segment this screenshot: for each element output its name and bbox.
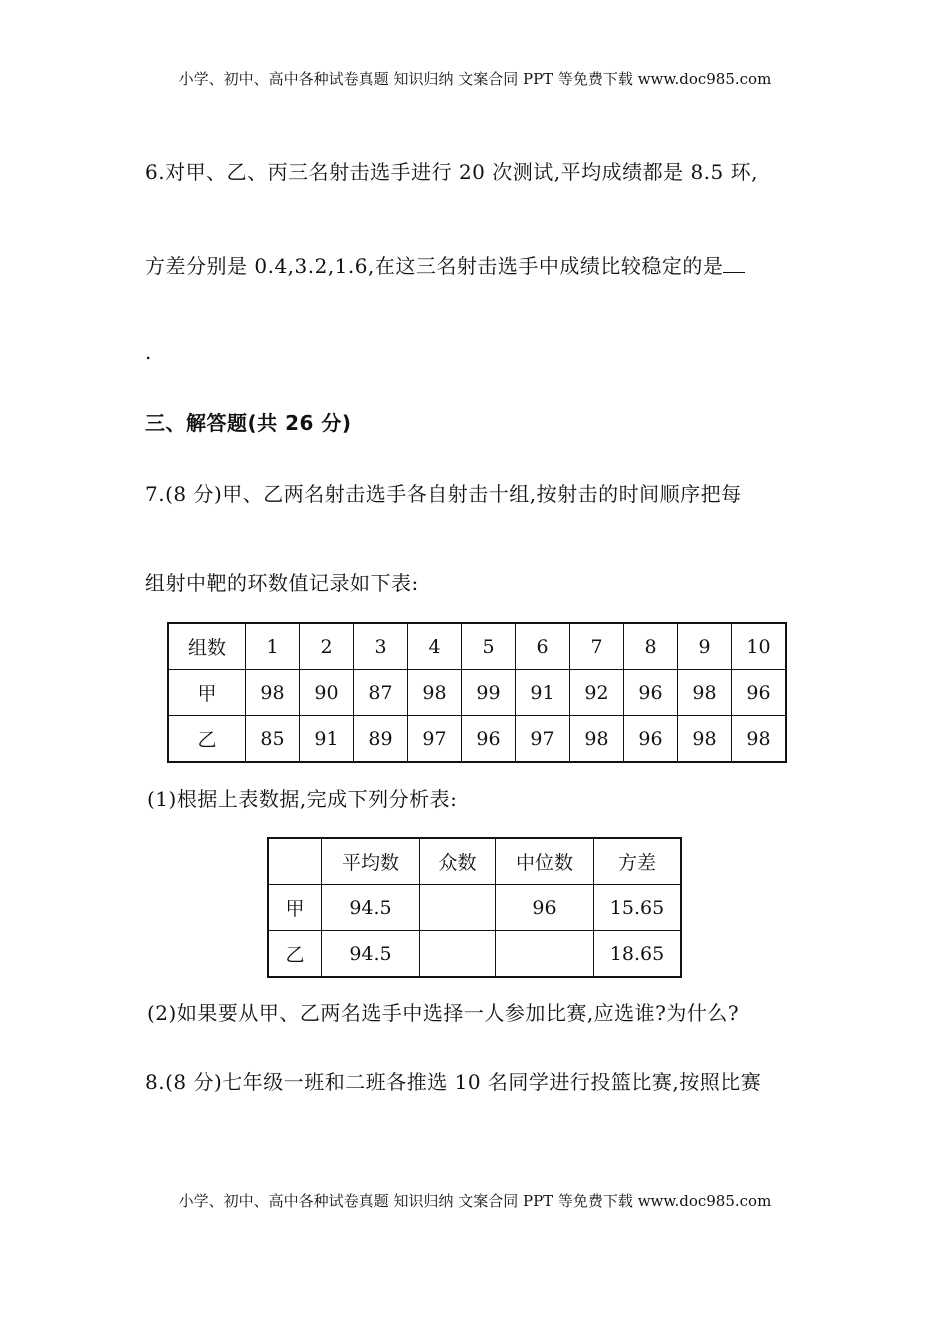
page-header: 小学、初中、高中各种试卷真题 知识归纳 文案合同 PPT 等免费下载 www.doc985.com: [178, 70, 772, 88]
table-cell: 98: [678, 670, 732, 716]
page-footer: 小学、初中、高中各种试卷真题 知识归纳 文案合同 PPT 等免费下载 www.doc985.com: [178, 1192, 772, 1210]
table-cell: [496, 931, 594, 978]
q6-line2-text: 方差分别是 0.4,3.2,1.6,在这三名射击选手中成绩比较稳定的是: [145, 254, 724, 278]
scores-table: [167, 622, 787, 763]
table-cell: 18.65: [594, 931, 682, 978]
table-header-cell: 组数: [168, 623, 246, 670]
table-header-cell: 5: [462, 623, 516, 670]
table-row: [168, 716, 786, 763]
table-cell: 96: [624, 670, 678, 716]
table-cell: 98: [246, 670, 300, 716]
table-row: [268, 931, 681, 978]
table-header-cell: 9: [678, 623, 732, 670]
table-header-cell: 4: [408, 623, 462, 670]
row-label: 乙: [268, 931, 322, 978]
table-cell: 98: [408, 670, 462, 716]
table-header-cell: 众数: [420, 838, 496, 885]
table-cell: 97: [516, 716, 570, 763]
table-header-cell: 3: [354, 623, 408, 670]
table-cell: 90: [300, 670, 354, 716]
q7-part1: (1)根据上表数据,完成下列分析表:: [147, 787, 458, 811]
table-header-cell: 8: [624, 623, 678, 670]
table-header-cell: 10: [732, 623, 787, 670]
table-row: [168, 623, 786, 670]
table-cell: [420, 885, 496, 931]
table-header-cell: 6: [516, 623, 570, 670]
answer-blank: [723, 254, 745, 273]
table-header-cell: 中位数: [496, 838, 594, 885]
table-cell: 94.5: [322, 931, 420, 978]
table-cell: [420, 931, 496, 978]
row-label: 乙: [168, 716, 246, 763]
table-header-cell: [268, 838, 322, 885]
table-cell: 98: [570, 716, 624, 763]
table-cell: 99: [462, 670, 516, 716]
table-cell: 97: [408, 716, 462, 763]
table-cell: 98: [678, 716, 732, 763]
table-cell: 87: [354, 670, 408, 716]
table-cell: 85: [246, 716, 300, 763]
row-label: 甲: [268, 885, 322, 931]
table-cell: 96: [732, 670, 787, 716]
table-header-cell: 1: [246, 623, 300, 670]
table-cell: 91: [300, 716, 354, 763]
table-cell: 91: [516, 670, 570, 716]
table-cell: 15.65: [594, 885, 682, 931]
section-title: 三、解答题(共 26 分): [145, 411, 352, 435]
table-header-cell: 7: [570, 623, 624, 670]
row-label: 甲: [168, 670, 246, 716]
table-cell: 92: [570, 670, 624, 716]
table-cell: 98: [732, 716, 787, 763]
table-cell: 94.5: [322, 885, 420, 931]
table-cell: 89: [354, 716, 408, 763]
table-row: [168, 670, 786, 716]
q8-line1: 8.(8 分)七年级一班和二班各推选 10 名同学进行投篮比赛,按照比赛: [145, 1070, 762, 1094]
table-header-cell: 方差: [594, 838, 682, 885]
q7-line2: 组射中靶的环数值记录如下表:: [145, 571, 419, 595]
table-cell: 96: [624, 716, 678, 763]
table-header-cell: 平均数: [322, 838, 420, 885]
q6-line2: [145, 250, 745, 279]
table-cell: 96: [496, 885, 594, 931]
q7-part2: (2)如果要从甲、乙两名选手中选择一人参加比赛,应选谁?为什么?: [147, 1001, 740, 1025]
table-cell: 96: [462, 716, 516, 763]
q6-line1: 6.对甲、乙、丙三名射击选手进行 20 次测试,平均成绩都是 8.5 环,: [145, 160, 758, 184]
q7-line1: 7.(8 分)甲、乙两名射击选手各自射击十组,按射击的时间顺序把每: [145, 482, 742, 506]
q6-line3: .: [145, 340, 152, 364]
table-row: [268, 838, 681, 885]
analysis-table: [267, 837, 682, 978]
table-header-cell: 2: [300, 623, 354, 670]
table-row: [268, 885, 681, 931]
